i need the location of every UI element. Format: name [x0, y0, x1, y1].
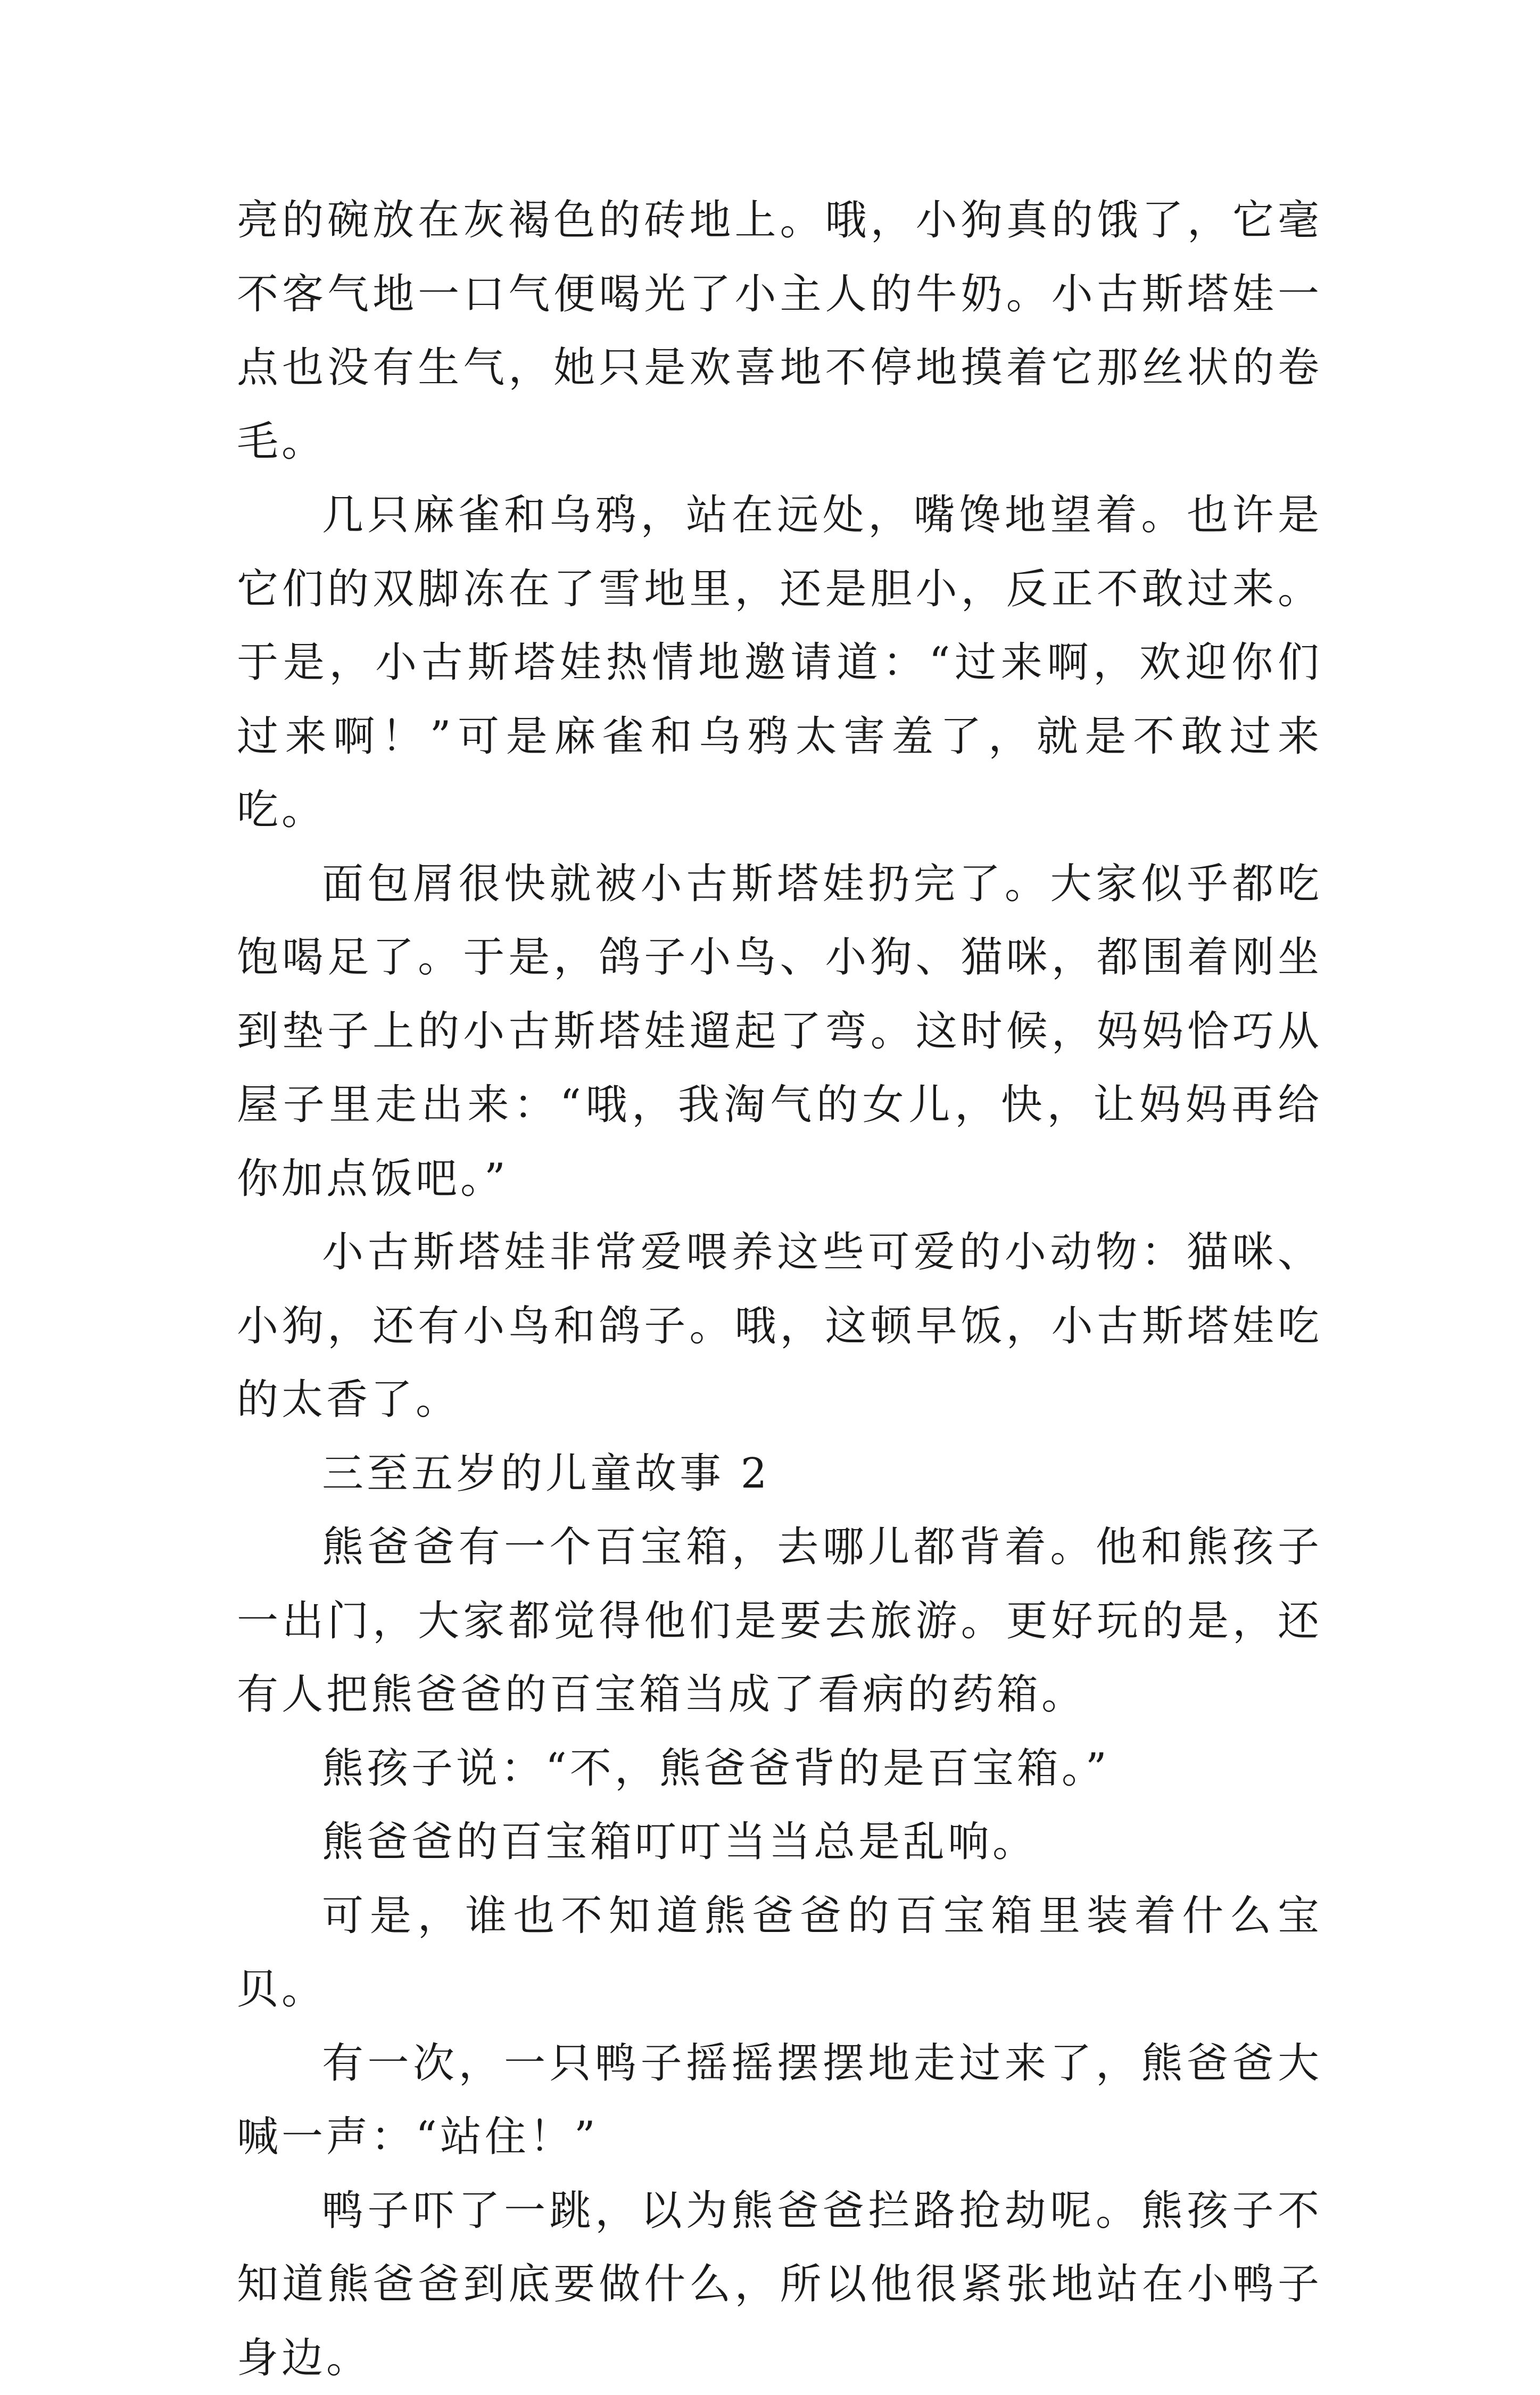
- paragraph-7: 熊孩子说：“不，熊爸爸背的是百宝箱。”: [237, 1732, 1322, 1806]
- document-body: [237, 184, 1322, 2395]
- paragraph-11: 鸭子吓了一跳，以为熊爸爸拦路抢劫呢。熊孩子不知道熊爸爸到底要做什么，所以他很紧张地站在小鸭子身边。: [237, 2174, 1322, 2395]
- paragraph-3: 面包屑很快就被小古斯塔娃扔完了。大家似乎都吃饱喝足了。于是，鸽子小鸟、小狗、猫咪，都围着刚坐到垫子上的小古斯塔娃遛起了弯。这时候，妈妈恰巧从屋子里走出来：“哦，我淘气的女儿，快，让妈妈再给你加点饭吧。”: [237, 847, 1322, 1216]
- paragraph-2: 几只麻雀和乌鸦，站在远处，嘴馋地望着。也许是它们的双脚冻在了雪地里，还是胆小，反正不敢过来。于是，小古斯塔娃热情地邀请道：“过来啊，欢迎你们过来啊！”可是麻雀和乌鸦太害羞了，就是不敢过来吃。: [237, 478, 1322, 847]
- paragraph-1: 亮的碗放在灰褐色的砖地上。哦，小狗真的饿了，它毫不客气地一口气便喝光了小主人的牛奶。小古斯塔娃一点也没有生气，她只是欢喜地不停地摸着它那丝状的卷毛。: [237, 184, 1322, 478]
- paragraph-8: 熊爸爸的百宝箱叮叮当当总是乱响。: [237, 1805, 1322, 1879]
- paragraph-6: 熊爸爸有一个百宝箱，去哪儿都背着。他和熊孩子一出门，大家都觉得他们是要去旅游。更好玩的是，还有人把熊爸爸的百宝箱当成了看病的药箱。: [237, 1510, 1322, 1732]
- story-heading: 三至五岁的儿童故事 2: [237, 1437, 1322, 1511]
- paragraph-10: 有一次，一只鸭子摇摇摆摆地走过来了，熊爸爸大喊一声：“站住！”: [237, 2027, 1322, 2174]
- paragraph-4: 小古斯塔娃非常爱喂养这些可爱的小动物：猫咪、小狗，还有小鸟和鸽子。哦，这顿早饭，小古斯塔娃吃的太香了。: [237, 1216, 1322, 1437]
- paragraph-9: 可是，谁也不知道熊爸爸的百宝箱里装着什么宝贝。: [237, 1879, 1322, 2027]
